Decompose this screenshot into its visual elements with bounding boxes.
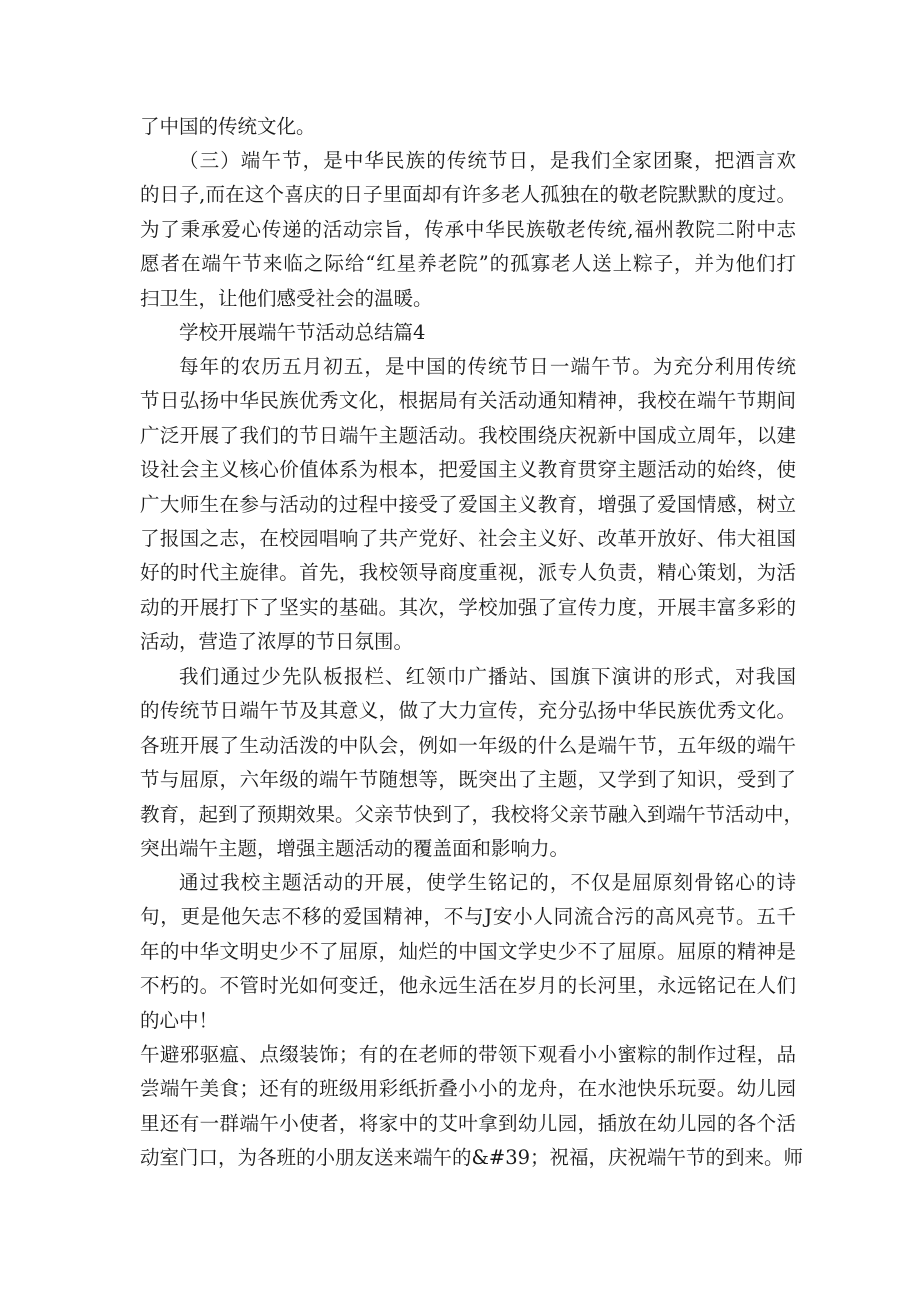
text-line: 节日弘扬中华民族优秀文化，根据局有关活动通知精神，我校在端午节期间 — [140, 389, 796, 413]
paragraph-annual-festival — [140, 350, 796, 660]
text-line: 年的中华文明史少不了屈原，灿烂的中国文学史少不了屈原。屈原的精神是 — [140, 939, 796, 963]
text-line: 了报国之志，在校园唱响了共产党好、社会主义好、改革开放好、伟大祖国 — [140, 526, 796, 550]
text-line: 句，更是他矢志不移的爱国精神，不与J安小人同流合污的高风亮节。五千 — [140, 905, 796, 929]
text-line: 为了秉承爱心传递的活动宗旨，传承中华民族敬老传统,福州教院二附中志 — [140, 217, 796, 241]
text-line: 尝端午美食；还有的班级用彩纸折叠小小的龙舟，在水池快乐玩耍。幼儿园 — [140, 1077, 796, 1101]
text-line: 愿者在端午节来临之际给“红星养老院”的孤寡老人送上粽子，并为他们打 — [140, 252, 796, 276]
paragraph-kindergarten — [140, 1038, 804, 1176]
text-line: 午避邪驱瘟、点缀装饰；有的在老师的带领下观看小小蜜粽的制作过程，品 — [140, 1043, 796, 1066]
text-line: 每年的农历五月初五，是中国的传统节日一端午节。为充分利用传统 — [179, 355, 796, 378]
text-line: 广泛开展了我们的节日端午主题活动。我校围绕庆祝新中国成立周年，以建 — [140, 423, 796, 447]
text-line: 广大师生在参与活动的过程中接受了爱国主义教育，增强了爱国情感，树立 — [140, 492, 796, 516]
paragraph-qu-yuan — [140, 866, 796, 1038]
text-line: 扫卫生，让他们感受社会的温暖。 — [140, 286, 433, 310]
section-title: 学校开展端午节活动总结篇4 — [179, 321, 426, 344]
text-line: （三）端午节，是中华民族的传统节日，是我们全家团聚，把酒言欢 — [179, 149, 796, 172]
text-line: 教育，起到了预期效果。父亲节快到了，我校将父亲节融入到端午节活动中， — [140, 802, 804, 826]
text-line: 突出端午主题，增强主题活动的覆盖面和影响力。 — [140, 836, 570, 860]
paragraph-dragon-boat-elderly — [140, 144, 796, 316]
text-line: 设社会主义核心价值体系为根本，把爱国主义教育贯穿主题活动的始终，使 — [140, 458, 796, 482]
text-line: 的日子,而在这个喜庆的日子里面却有许多老人孤独在的敬老院默默的度过。 — [140, 183, 796, 207]
text-line: 动室门口，为各班的小朋友送来端午的&#39；祝福，庆祝端午节的到来。师 — [140, 1146, 804, 1170]
text-line: 通过我校主题活动的开展，使学生铭记的，不仅是屈原刻骨铭心的诗 — [179, 871, 796, 894]
section-heading — [140, 316, 796, 350]
text-line: 活动，营造了浓厚的节日氛围。 — [140, 630, 414, 654]
text-line: 的心中！ — [140, 1008, 219, 1032]
text-line: 各班开展了生动活泼的中队会，例如一年级的什么是端午节，五年级的端午 — [140, 733, 796, 757]
text-line: 的传统节日端午节及其意义，做了大力宣传，充分弘扬中华民族优秀文化。 — [140, 699, 796, 723]
text-line: 不朽的。不管时光如何变迁，他永远生活在岁月的长河里，永远铭记在人们 — [140, 974, 796, 998]
text-line: 动的开展打下了坚实的基础。其次，学校加强了宣传力度，开展丰富多彩的 — [140, 595, 796, 619]
text-line: 好的时代主旋律。首先，我校领导商度重视，派专人负责，精心策划，为活 — [140, 561, 796, 585]
text-line: 了中国的传统文化。 — [140, 115, 316, 138]
text-line: 我们通过少先队板报栏、红领巾广播站、国旗下演讲的形式，对我国 — [179, 665, 796, 688]
text-line: 里还有一群端午小使者，将家中的艾叶拿到幼儿园，插放在幼儿园的各个活 — [140, 1111, 796, 1135]
text-line: 节与屈原，六年级的端午节随想等，既突出了主题，又学到了知识，受到了 — [140, 768, 796, 792]
paragraph-promotion — [140, 660, 804, 866]
paragraph-continuation — [140, 110, 796, 144]
